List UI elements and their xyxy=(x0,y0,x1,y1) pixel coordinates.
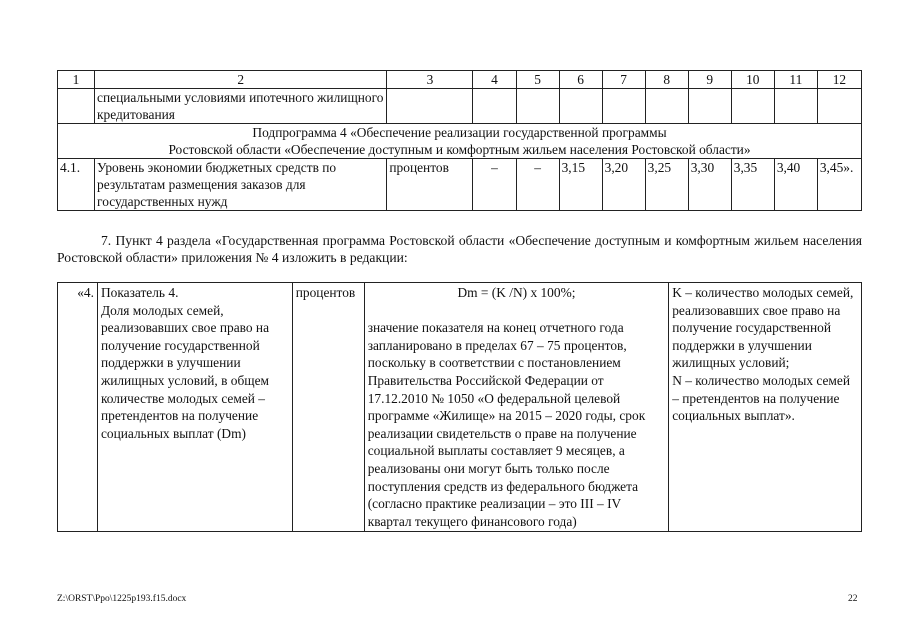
header-cell: 3 xyxy=(387,71,473,89)
header-cell: 10 xyxy=(731,71,774,89)
indicator-description-table xyxy=(57,282,862,532)
header-cell: 4 xyxy=(473,71,516,89)
indicator-name-cell: специальными условиями ипотечного жилищного кредитования xyxy=(95,89,387,124)
row-number: «4. xyxy=(58,283,98,532)
value-cell: 3,15 xyxy=(559,159,602,211)
method-text: значение показателя на конец отчетного года запланировано в пределах 67 – 75 процентов, поскольку в соответствии с постановлением Правительства Российской Федерации от 17.12.2010 № 1050 «О федеральной целевой программе «Жилище» на 2015 – 2020 годы, срок реализации свидетельств о праве на получение социальной выплаты составляет 9 месяцев, а реализованы они могут быть только после поступления средств из федерального бюджета (согласно практике реализации – это III – IV квартал текущего финансового года) xyxy=(367,320,646,529)
legend-cell xyxy=(669,283,862,532)
header-cell: 2 xyxy=(95,71,387,89)
table-header-row xyxy=(58,71,862,89)
indicator-title: Показатель 4. xyxy=(100,285,179,300)
legend-n: N – количество молодых семей – претендентов на получение социальных выплат». xyxy=(672,372,851,424)
header-cell: 8 xyxy=(645,71,688,89)
header-cell: 5 xyxy=(516,71,559,89)
legend-k: K – количество молодых семей, реализовавших свое право на получение государственной поддержки в улучшении жилищных условий; xyxy=(672,285,854,371)
file-path: Z:\ORST\Ppo\1225p193.f15.docx xyxy=(57,594,187,604)
unit-cell: процентов xyxy=(387,159,473,211)
header-cell: 9 xyxy=(688,71,731,89)
method-cell xyxy=(364,283,669,532)
value-cell: 3,20 xyxy=(602,159,645,211)
value-cell: 3,30 xyxy=(688,159,731,211)
value-cell: – xyxy=(516,159,559,211)
indicator-name-cell: Уровень экономии бюджетных средств по результатам размещения заказов для государственных нужд xyxy=(95,159,387,211)
indicator-cell xyxy=(97,283,292,532)
value-cell: 3,35 xyxy=(731,159,774,211)
row-number: 4.1. xyxy=(58,159,95,211)
value-cell: – xyxy=(473,159,516,211)
subprogram-title: Подпрограмма 4 «Обеспечение реализации государственной программы Ростовской области «Обеспечение доступным и комфортным жильем населения Ростовской области» xyxy=(58,124,862,159)
formula: Dm = (K /N) x 100%; xyxy=(457,285,576,300)
header-cell: 7 xyxy=(602,71,645,89)
value-cell: 3,45». xyxy=(817,159,861,211)
header-cell: 1 xyxy=(58,71,95,89)
indicators-table xyxy=(57,70,862,211)
header-cell: 6 xyxy=(559,71,602,89)
table-row xyxy=(58,159,862,211)
amendment-paragraph: 7. Пункт 4 раздела «Государственная программа Ростовской области «Обеспечение доступным и комфортным жильем населения Ростовской области» приложения № 4 изложить в редакции: xyxy=(57,233,862,265)
value-cell: 3,25 xyxy=(645,159,688,211)
page-number: 22 xyxy=(848,594,858,604)
table-row xyxy=(58,283,862,532)
subprogram-row xyxy=(58,124,862,159)
unit-cell: процентов xyxy=(292,283,364,532)
indicator-text: Доля молодых семей, реализовавших свое право на получение государственной поддержки в улучшении жилищных условий, в общем количестве молодых семей – претендентов на получение социальных выплат (Dm) xyxy=(100,302,270,441)
header-cell: 11 xyxy=(774,71,817,89)
value-cell: 3,40 xyxy=(774,159,817,211)
table-row xyxy=(58,89,862,124)
header-cell: 12 xyxy=(817,71,861,89)
